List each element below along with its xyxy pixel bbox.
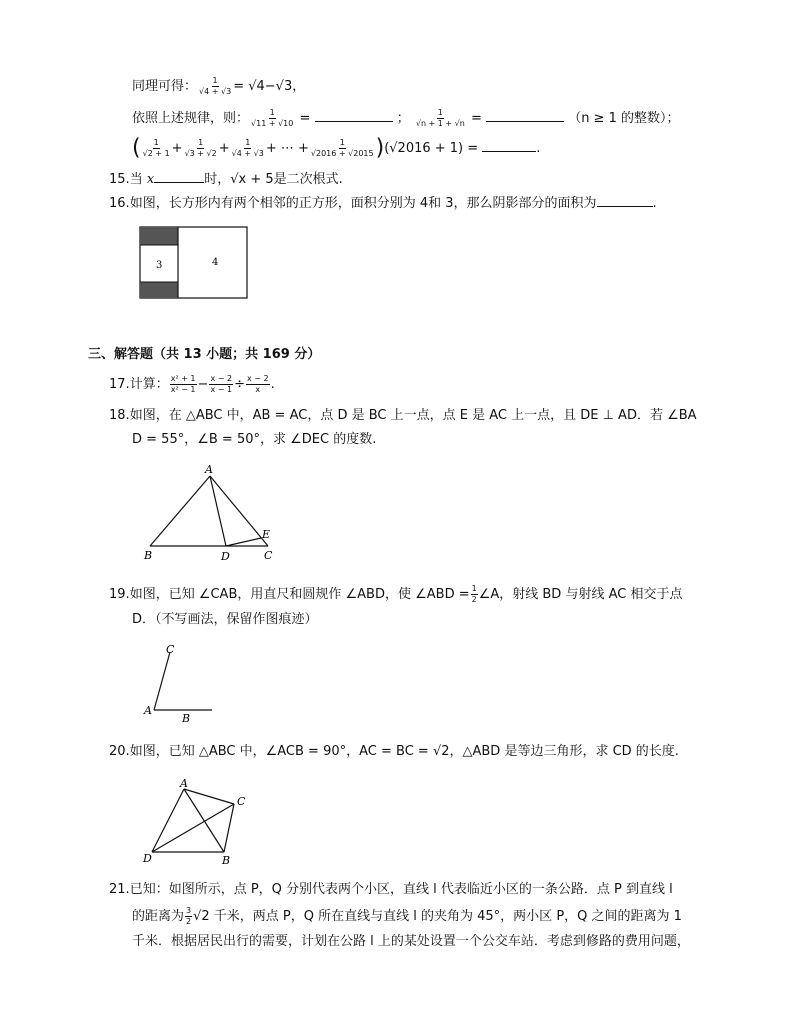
label-D: D — [221, 550, 230, 563]
answer-blank[interactable] — [315, 109, 393, 122]
segment-DE — [226, 538, 261, 546]
fraction: $\frac{x - 2}{x}$ — [246, 374, 269, 394]
label-C: C — [166, 643, 175, 656]
fraction: $\frac{x - 2}{x - 1}$ — [210, 374, 233, 394]
segment-AB — [184, 789, 224, 852]
question-19-cont: D．（不写画法，保留作图痕迹） — [132, 612, 318, 627]
fraction: $\frac{1}{√n + 1 + √n}$ — [415, 108, 465, 128]
question-16: 16.如图，长方形内有两个相邻的正方形，面积分别为 4和 3，那么阴影部分的面积为 . — [109, 196, 657, 211]
answer-blank[interactable] — [597, 194, 653, 207]
label-C: C — [237, 795, 246, 808]
question-20: 20.如图，已知 △ABC 中，∠ACB = 90°，AC = BC = √2，△ABD 是等边三角形，求 CD 的长度. — [109, 744, 679, 759]
answer-blank[interactable] — [486, 109, 564, 122]
fraction: $\frac{1}{√2 + 1}$ — [142, 138, 170, 158]
square-label-4: 4 — [212, 257, 219, 268]
fraction: $\frac{1}{√11 + √10}$ — [251, 108, 294, 128]
question-18-cont: D = 55°，∠B = 50°，求 ∠DEC 的度数. — [132, 432, 377, 447]
side-AB — [150, 476, 210, 546]
derivation-line-1: 同理可得： $\frac{1}{√4 + √3}$ = √4−√3， — [132, 76, 306, 96]
question-21-cont: 千米．根据居民出行的需要，计划在公路 l 上的某处设置一个公交车站．考虑到修路的费用问题， — [132, 934, 690, 949]
label-A: A — [144, 704, 152, 717]
label-B: B — [144, 549, 153, 562]
label-E: E — [262, 528, 271, 541]
question-17: 17.计算： $\frac{\text{x² + 1}}{\text{x² − 1}}$ − $\frac{x - 2}{x - 1}$ ÷ $\frac{x - 2}{x}$ . — [109, 374, 275, 394]
fraction: $\frac{3}{2}$ — [186, 906, 192, 926]
label-A: A — [180, 777, 188, 790]
figure-18-triangle — [140, 462, 280, 564]
figure-20-quadrilateral — [140, 776, 255, 866]
ray-AC — [154, 652, 170, 710]
label-B: B — [222, 854, 231, 866]
figure-19-angle — [140, 642, 220, 726]
side-AC — [210, 476, 271, 546]
fraction: $\frac{1}{√4 + √3}$ — [231, 138, 264, 158]
fraction: $\frac{1}{√4 + √3}$ — [199, 76, 232, 96]
answer-blank[interactable] — [482, 139, 536, 152]
question-21-cont: 的距离为 $\frac{3}{2}$ √2 千米，两点 P，Q 所在直线与直线 l 的夹角为 45°，两小区 P，Q 之间的距离为 1 — [132, 906, 682, 926]
derivation-line-2: 依照上述规律，则： $\frac{1}{√11 + √10}$ = ； $\frac{1}{√n + 1 + √n}$ = （n ≥ 1 的整数）； — [132, 108, 680, 128]
fraction: $\frac{\text{x² + 1}}{\text{x² − 1}}$ — [170, 374, 196, 394]
question-21: 21.已知：如图所示，点 P，Q 分别代表两个小区，直线 l 代表临近小区的一条公路．点 P 到直线 l — [109, 882, 673, 897]
shaded-region-top — [140, 227, 178, 245]
side-CB — [224, 804, 234, 852]
label-D: D — [143, 852, 152, 865]
answer-blank[interactable] — [154, 170, 204, 183]
square-label-3: 3 — [156, 260, 163, 271]
derivation-line-3: ( $\frac{1}{√2 + 1}$ + $\frac{1}{√3 + √2}$ + $\frac{1}{√4 + √3}$ + ⋯ + $\frac{1}{√2016 + √2015}$ )(√2016 + 1) = . — [132, 135, 541, 161]
shaded-region-bottom — [140, 282, 178, 298]
fraction: $\frac{1}{√3 + √2}$ — [184, 138, 217, 158]
label-A: A — [205, 463, 213, 476]
fraction: $\frac{1}{2}$ — [471, 584, 477, 604]
figure-16-rectangle-squares — [139, 226, 249, 300]
question-19: 19.如图，已知 ∠CAB，用直尺和圆规作 ∠ABD，使 ∠ABD = $\frac{1}{2}$ ∠A，射线 BD 与射线 AC 相交于点 — [109, 584, 683, 604]
question-15: 15.当 x 时，√x + 5是二次根式. — [109, 172, 343, 187]
label-B: B — [182, 712, 191, 725]
label-C: C — [264, 549, 273, 562]
question-18: 18.如图，在 △ABC 中，AB = AC，点 D 是 BC 上一点，点 E 是 AC 上一点，且 DE ⊥ AD．若 ∠BA — [109, 408, 697, 423]
fraction: $\frac{1}{√2016 + √2015}$ — [310, 138, 374, 158]
section-3-heading: 三、解答题（共 13 小题；共 169 分） — [88, 347, 321, 362]
